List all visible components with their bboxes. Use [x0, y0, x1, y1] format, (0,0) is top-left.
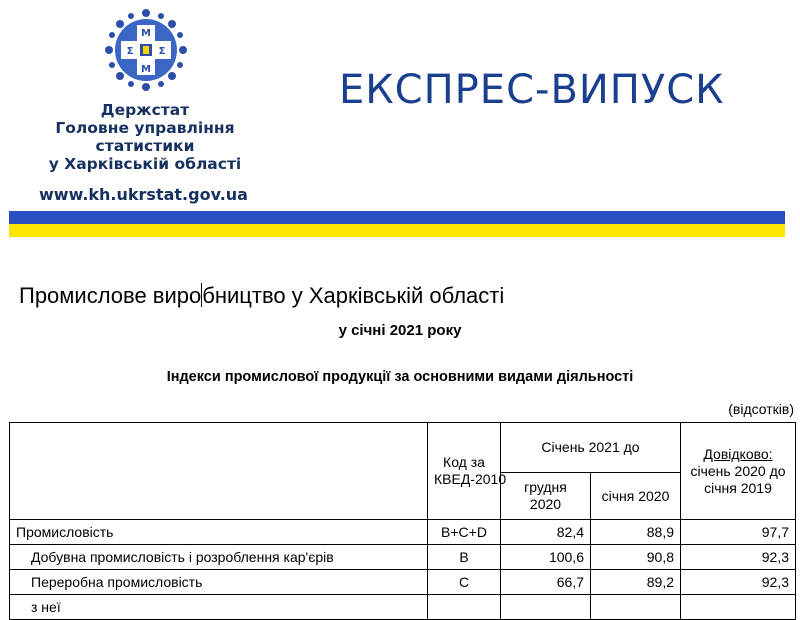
logo-letter-right: Σ — [158, 46, 166, 57]
release-title: ЕКСПРЕС-ВИПУСК — [339, 67, 725, 113]
row-name: Промисловість — [10, 520, 428, 545]
org-line: статистики — [95, 137, 195, 155]
header-code: Код за КВЕД-2010 — [428, 423, 501, 520]
org-line: у Харківській області — [48, 155, 242, 173]
row-name: Добувна промисловість і розроблення кар'єрів — [10, 545, 428, 570]
website-link[interactable]: www.kh.ukrstat.gov.ua — [39, 185, 248, 204]
derzhstat-logo — [104, 8, 188, 92]
units-label: (відсотків) — [728, 401, 794, 417]
logo-letter-bottom: М — [141, 64, 151, 75]
table-row — [10, 570, 796, 595]
header-name-cell — [10, 423, 428, 520]
header-reference-period: січень 2020 до січня 2019 — [690, 462, 786, 496]
row-ref-value — [681, 595, 796, 620]
row-dec-value — [501, 595, 591, 620]
title-part: бництво у Харківській області — [202, 283, 505, 308]
table-caption: Індекси промислової продукції за основними видами діяльності — [166, 369, 634, 385]
row-code: B — [428, 545, 501, 570]
table-row — [10, 545, 796, 570]
row-dec-value: 66,7 — [501, 570, 591, 595]
title-part: Промислове виро — [19, 283, 202, 308]
flag-stripe-blue — [9, 211, 785, 224]
row-name: Переробна промисловість — [10, 570, 428, 595]
table-row — [10, 595, 796, 620]
row-ref-value: 97,7 — [681, 520, 796, 545]
org-line: Головне управління — [55, 119, 235, 137]
row-ref-value: 92,3 — [681, 570, 796, 595]
row-code: B+C+D — [428, 520, 501, 545]
logo-letter-top: М — [141, 28, 151, 39]
header-col-dec: грудня 2020 — [501, 473, 591, 520]
row-jan-value: 90,8 — [591, 545, 681, 570]
flag-stripe-yellow — [9, 224, 785, 237]
header-period-group: Січень 2021 до — [501, 423, 681, 473]
row-dec-value: 82,4 — [501, 520, 591, 545]
row-ref-value: 92,3 — [681, 545, 796, 570]
org-line: Держстат — [100, 101, 190, 119]
header-col-jan: січня 2020 — [591, 473, 681, 520]
row-jan-value: 89,2 — [591, 570, 681, 595]
document-subtitle: у січні 2021 року — [338, 322, 462, 339]
row-jan-value — [591, 595, 681, 620]
row-dec-value: 100,6 — [501, 545, 591, 570]
organization-name — [40, 101, 250, 173]
row-name: з неї — [10, 595, 428, 620]
logo-letter-left: Σ — [126, 46, 134, 57]
header-reference — [681, 423, 796, 520]
document-title[interactable] — [19, 283, 504, 309]
header-reference-label: Довідково: — [703, 445, 773, 462]
row-code: C — [428, 570, 501, 595]
table-row — [10, 520, 796, 545]
row-jan-value: 88,9 — [591, 520, 681, 545]
industrial-index-table — [9, 422, 796, 620]
row-code — [428, 595, 501, 620]
